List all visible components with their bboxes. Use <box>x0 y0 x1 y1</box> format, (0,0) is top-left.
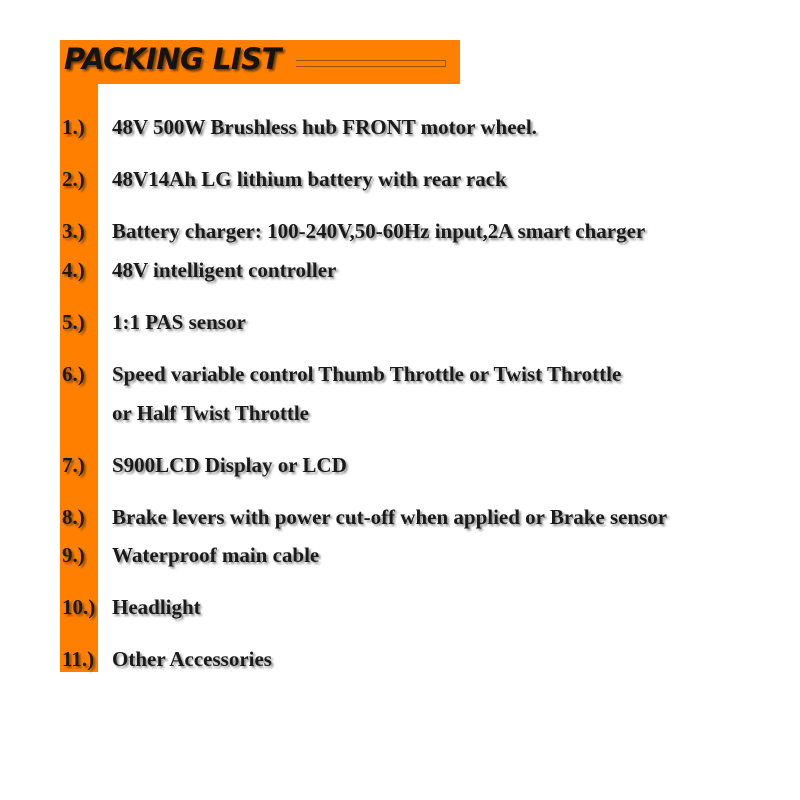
item-text: Brake levers with power cut-off when applied or Brake sensor <box>112 505 668 529</box>
item-text: Battery charger: 100-240V,50-60Hz input,2A smart charger <box>112 219 646 243</box>
item-text: 1:1 PAS sensor <box>112 310 246 334</box>
item-number: 1.) <box>62 115 85 139</box>
header-underline <box>296 60 446 67</box>
item-number: 3.) <box>62 219 85 243</box>
item-number: 4.) <box>62 258 85 282</box>
item-number: 5.) <box>62 310 85 334</box>
item-text: 48V 500W Brushless hub FRONT motor wheel. <box>112 115 537 139</box>
item-text: Headlight <box>112 595 201 619</box>
item-number: 2.) <box>62 167 85 191</box>
item-text: Speed variable control Thumb Throttle or Twist Throttle <box>112 362 622 386</box>
page-title: PACKING LIST <box>64 42 281 76</box>
item-text: Other Accessories <box>112 647 272 671</box>
item-text-continued: or Half Twist Throttle <box>112 401 309 425</box>
item-number: 11.) <box>62 647 95 671</box>
item-number: 8.) <box>62 505 85 529</box>
item-number: 10.) <box>62 595 96 619</box>
item-number: 9.) <box>62 543 85 567</box>
item-text: S900LCD Display or LCD <box>112 453 347 477</box>
item-text: Waterproof main cable <box>112 543 320 567</box>
item-text: 48V14Ah LG lithium battery with rear rack <box>112 167 507 191</box>
item-number: 7.) <box>62 453 85 477</box>
item-number: 6.) <box>62 362 85 386</box>
item-text: 48V intelligent controller <box>112 258 337 282</box>
